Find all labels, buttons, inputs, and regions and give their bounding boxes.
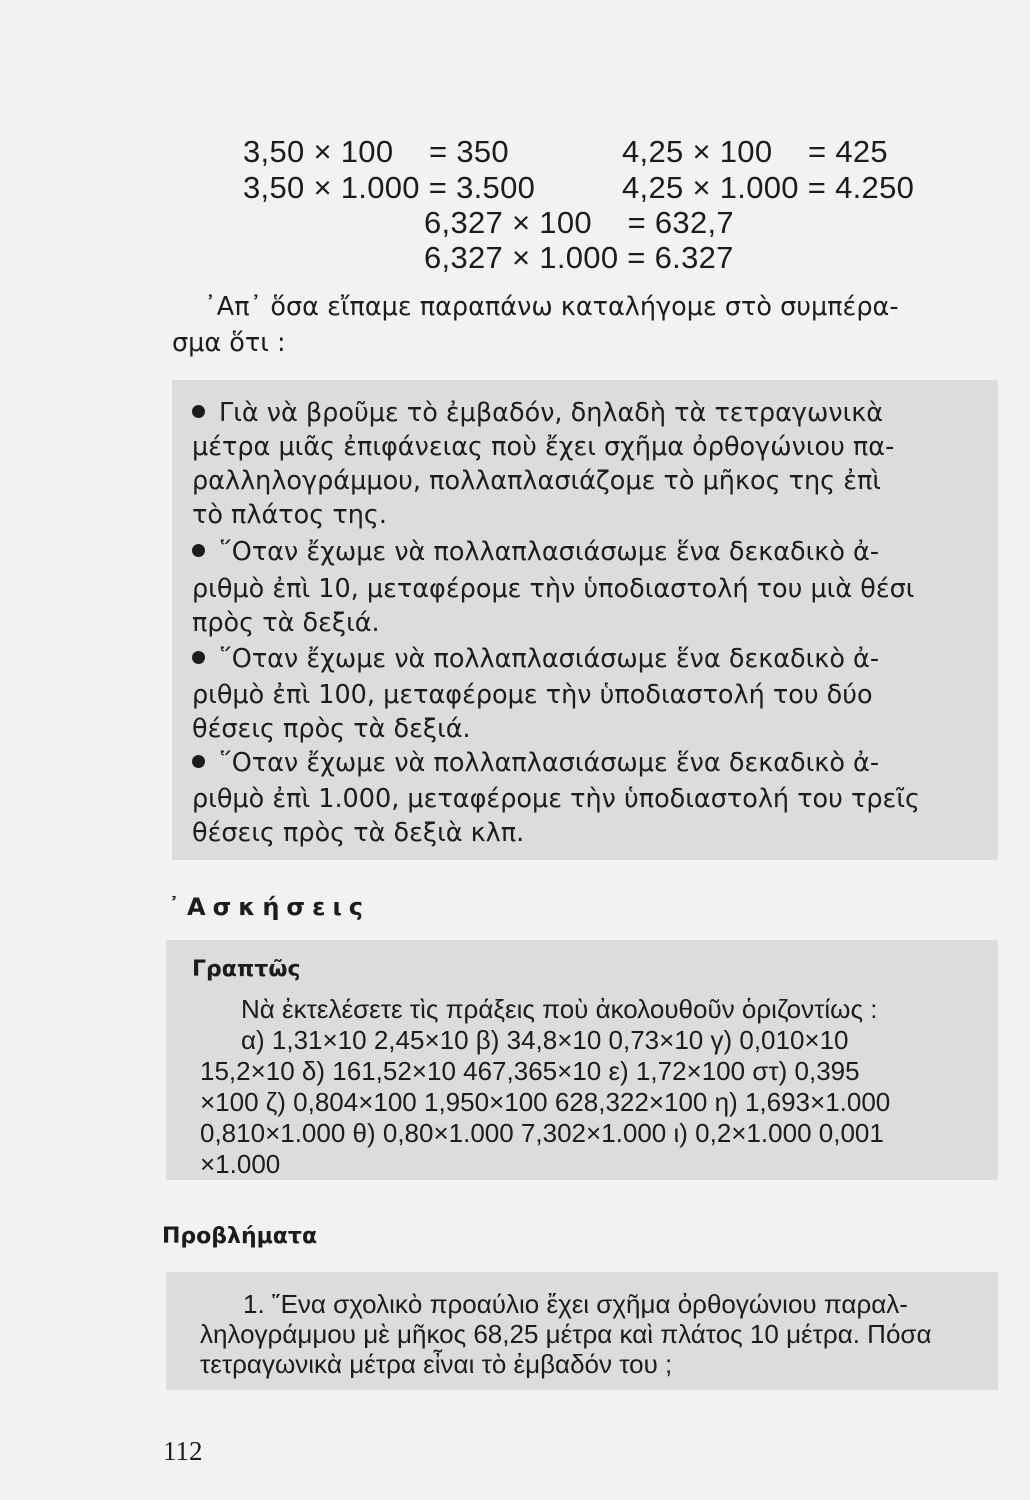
problem-1-line-3: τετραγωνικὰ μέτρα εἶναι τὸ ἐμβαδόν του ; (200, 1349, 673, 1379)
rule-3-line-3: θέσεις πρὸς τὰ δεξιά. (192, 714, 471, 744)
page-number: 112 (163, 1436, 203, 1466)
written-line-5: 0,810×1.000 θ) 0,80×1.000 7,302×1.000 ι) 0,2×1.000 0,001 (200, 1118, 884, 1148)
rule-4-line-2: ριθμὸ ἐπὶ 1.000, μεταφέρομε τὴν ὑποδιαστολή του τρεῖς (192, 784, 920, 814)
rule-1-line-4: τὸ πλάτος της. (192, 500, 387, 530)
calc-row-2-left: 3,50 × 1.000 = 3.500 (243, 170, 536, 205)
rule-3-line-1 (192, 642, 879, 676)
rule-3-line-2: ριθμὸ ἐπὶ 100, μεταφέρομε τὴν ὑποδιαστολή του δύο (192, 680, 873, 710)
rule-1-line-2: μέτρα μιᾶς ἐπιφάνειας ποὺ ἔχει σχῆμα ὀρθογώνιου πα- (192, 432, 895, 462)
bullet-icon (192, 651, 205, 664)
rule-2-line-3: πρὸς τὰ δεξιά. (192, 608, 380, 638)
conclusion-line-1: ᾿Απ᾿ ὅσα εἴπαμε παραπάνω καταλήγομε στὸ συμπέρα- (204, 292, 899, 322)
problem-1-line-2: ληλογράμμου μὲ μῆκος 68,25 μέτρα καὶ πλάτος 10 μέτρα. Πόσα (200, 1319, 932, 1349)
rule-4-line-3: θέσεις πρὸς τὰ δεξιὰ κλπ. (192, 818, 525, 848)
bullet-icon (192, 405, 205, 418)
written-line-4: ×100 ζ) 0,804×100 1,950×100 628,322×100 η) 1,693×1.000 (200, 1087, 891, 1117)
written-heading: Γραπτῶς (192, 957, 301, 982)
rule-1-line-1 (192, 396, 883, 430)
rule-3-line-1-text: ῞Οταν ἔχωμε νὰ πολλαπλασιάσωμε ἕνα δεκαδικὸ ἀ- (219, 644, 880, 674)
rule-4-line-1-text: ῞Οταν ἔχωμε νὰ πολλαπλασιάσωμε ἕνα δεκαδικὸ ἀ- (219, 748, 880, 778)
problem-1-line-1: 1. ῞Ενα σχολικὸ προαύλιο ἔχει σχῆμα ὀρθογώνιου παραλ- (243, 1289, 908, 1319)
written-line-6: ×1.000 (200, 1149, 281, 1179)
written-line-1: Νὰ ἐκτελέσετε τὶς πράξεις ποὺ ἀκολουθοῦν ὁριζοντίως : (241, 994, 878, 1024)
rule-2-line-1-text: ῞Οταν ἔχωμε νὰ πολλαπλασιάσωμε ἕνα δεκαδικὸ ἀ- (219, 537, 880, 567)
written-line-2: α) 1,31×10 2,45×10 β) 34,8×10 0,73×10 γ) 0,010×10 (241, 1025, 849, 1055)
calc-row-4: 6,327 × 1.000 = 6.327 (424, 240, 734, 275)
bullet-icon (192, 755, 205, 768)
rule-2-line-2: ριθμὸ ἐπὶ 10, μεταφέρομε τὴν ὑποδιαστολή του μιὰ θέσι (192, 574, 915, 604)
exercises-heading: ᾿Ασκήσεις (168, 893, 371, 921)
written-line-3: 15,2×10 δ) 161,52×10 467,365×10 ε) 1,72×100 στ) 0,395 (200, 1056, 860, 1086)
rule-4-line-1 (192, 746, 879, 780)
rule-1-line-1-text: Γιὰ νὰ βροῦμε τὸ ἐμβαδόν, δηλαδὴ τὰ τετραγωνικὰ (219, 398, 884, 428)
calc-row-3: 6,327 × 100 = 632,7 (424, 205, 734, 240)
calc-row-1-right: 4,25 × 100 = 425 (622, 134, 888, 169)
rule-1-line-3: ραλληλογράμμου, πολλαπλασιάζομε τὸ μῆκος της ἐπὶ (192, 466, 882, 496)
conclusion-line-2: σμα ὅτι : (172, 328, 286, 358)
calc-row-1-left: 3,50 × 100 = 350 (243, 134, 509, 169)
rule-2-line-1 (192, 535, 879, 569)
bullet-icon (192, 544, 205, 557)
problems-heading: Προβλήματα (162, 1224, 318, 1249)
calc-row-2-right: 4,25 × 1.000 = 4.250 (622, 170, 915, 205)
